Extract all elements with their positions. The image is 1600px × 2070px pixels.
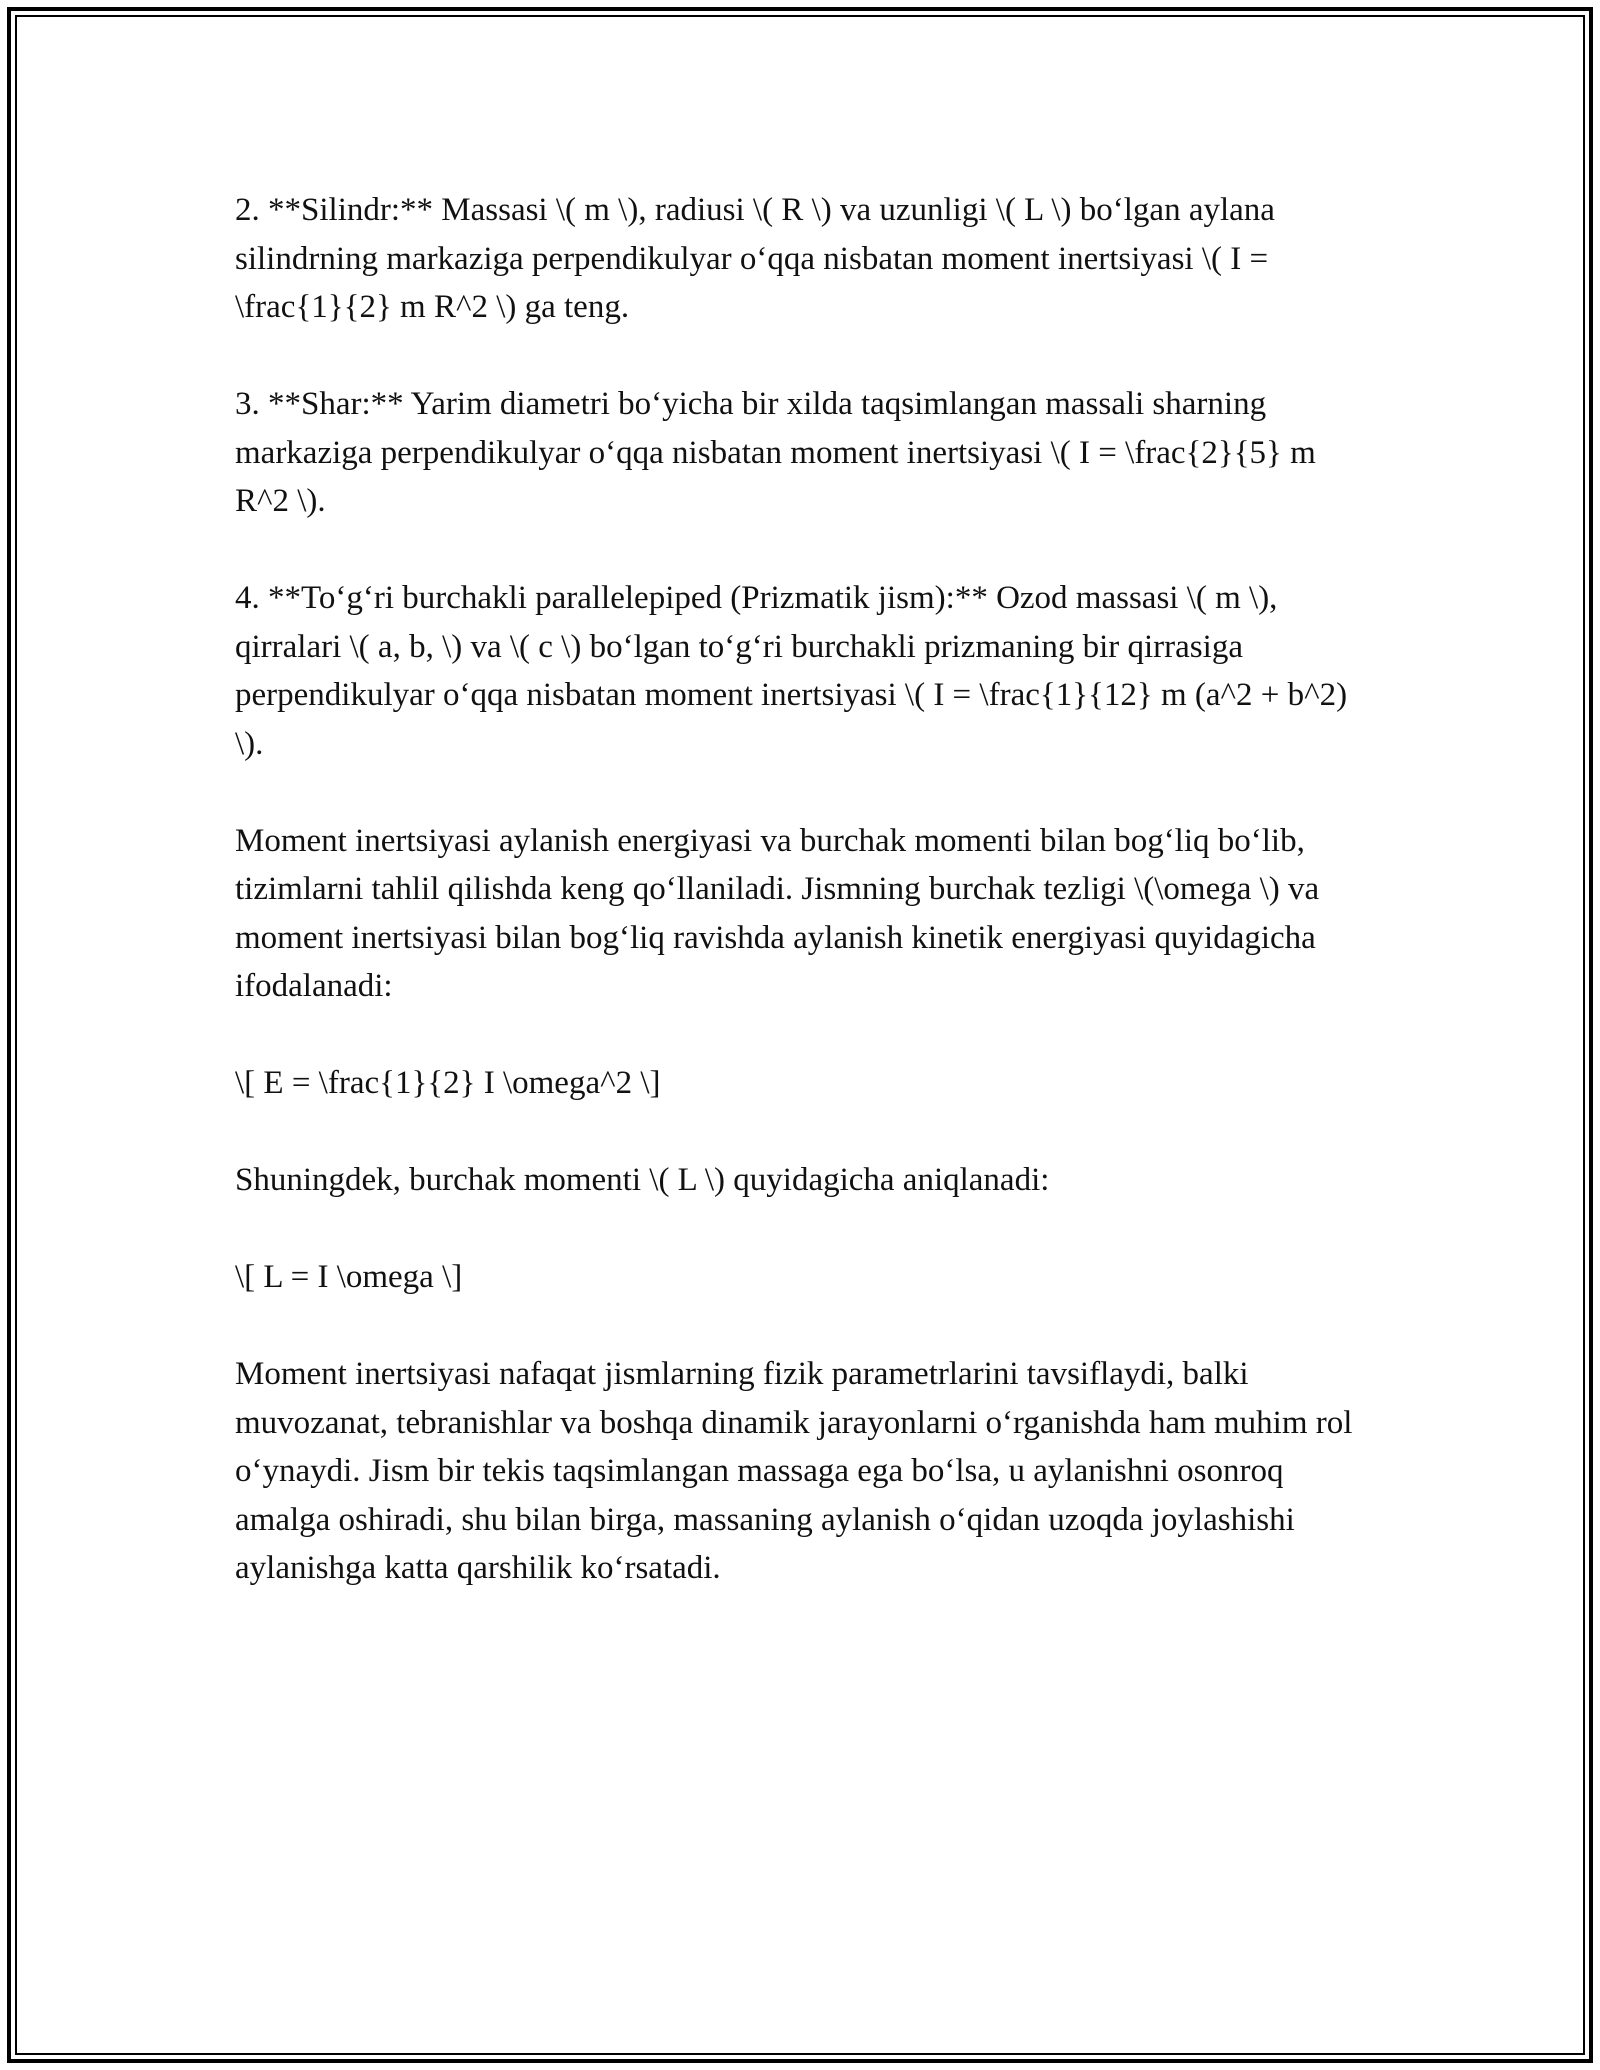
formula-kinetic-energy: \[ E = \frac{1}{2} I \omega^2 \] xyxy=(235,1065,661,1101)
paragraph-sphere: 3. **Shar:** Yarim diametri bo‘yicha bir xilda taqsimlangan massali sharning markaziga perpendikulyar o‘qqa nisbatan moment inertsiyasi \( I = \frac{2}{5} m R^2 \). xyxy=(235,386,1316,519)
paragraph-energy-intro: Moment inertsiyasi aylanish energiyasi va burchak momenti bilan bog‘liq bo‘lib, tizimlarni tahlil qilishda keng qo‘llaniladi. Jismning burchak tezligi \(\omega \) va moment inertsiyasi bilan bog‘liq ravishda aylanish kinetik energiyasi quyidagicha ifodalanadi: xyxy=(235,822,1320,1004)
paragraph-cylinder: 2. **Silindr:** Massasi \( m \), radiusi \( R \) va uzunligi \( L \) bo‘lgan aylana silindrning markaziga perpendikulyar o‘qqa nisbatan moment inertsiyasi \( I = \frac{1}{2} m R^2 \) ga teng. xyxy=(235,192,1275,325)
paragraph-angular-momentum-intro: Shuningdek, burchak momenti \( L \) quyidagicha aniqlanadi: xyxy=(235,1162,1050,1198)
formula-angular-momentum: \[ L = I \omega \] xyxy=(235,1259,463,1295)
paragraph-conclusion: Moment inertsiyasi nafaqat jismlarning fizik parametrlarini tavsiflaydi, balki muvozanat, tebranishlar va boshqa dinamik jarayonlarni o‘rganishda ham muhim rol o‘ynaydi. Jism bir tekis taqsimlangan massaga ega bo‘lsa, u aylanishni osonroq amalga oshiradi, shu bilan birga, massaning aylanish o‘qidan uzoqda joylashishi aylanishga katta qarshilik ko‘rsatadi. xyxy=(235,1356,1353,1586)
document-body xyxy=(235,186,1370,1593)
paragraph-parallelepiped: 4. **To‘g‘ri burchakli parallelepiped (Prizmatik jism):** Ozod massasi \( m \), qirralari \( a, b, \) va \( c \) bo‘lgan to‘g‘ri burchakli prizmaning bir qirrasiga perpendikulyar o‘qqa nisbatan moment inertsiyasi \( I = \frac{1}{12} m (a^2 + b^2) \). xyxy=(235,580,1348,762)
